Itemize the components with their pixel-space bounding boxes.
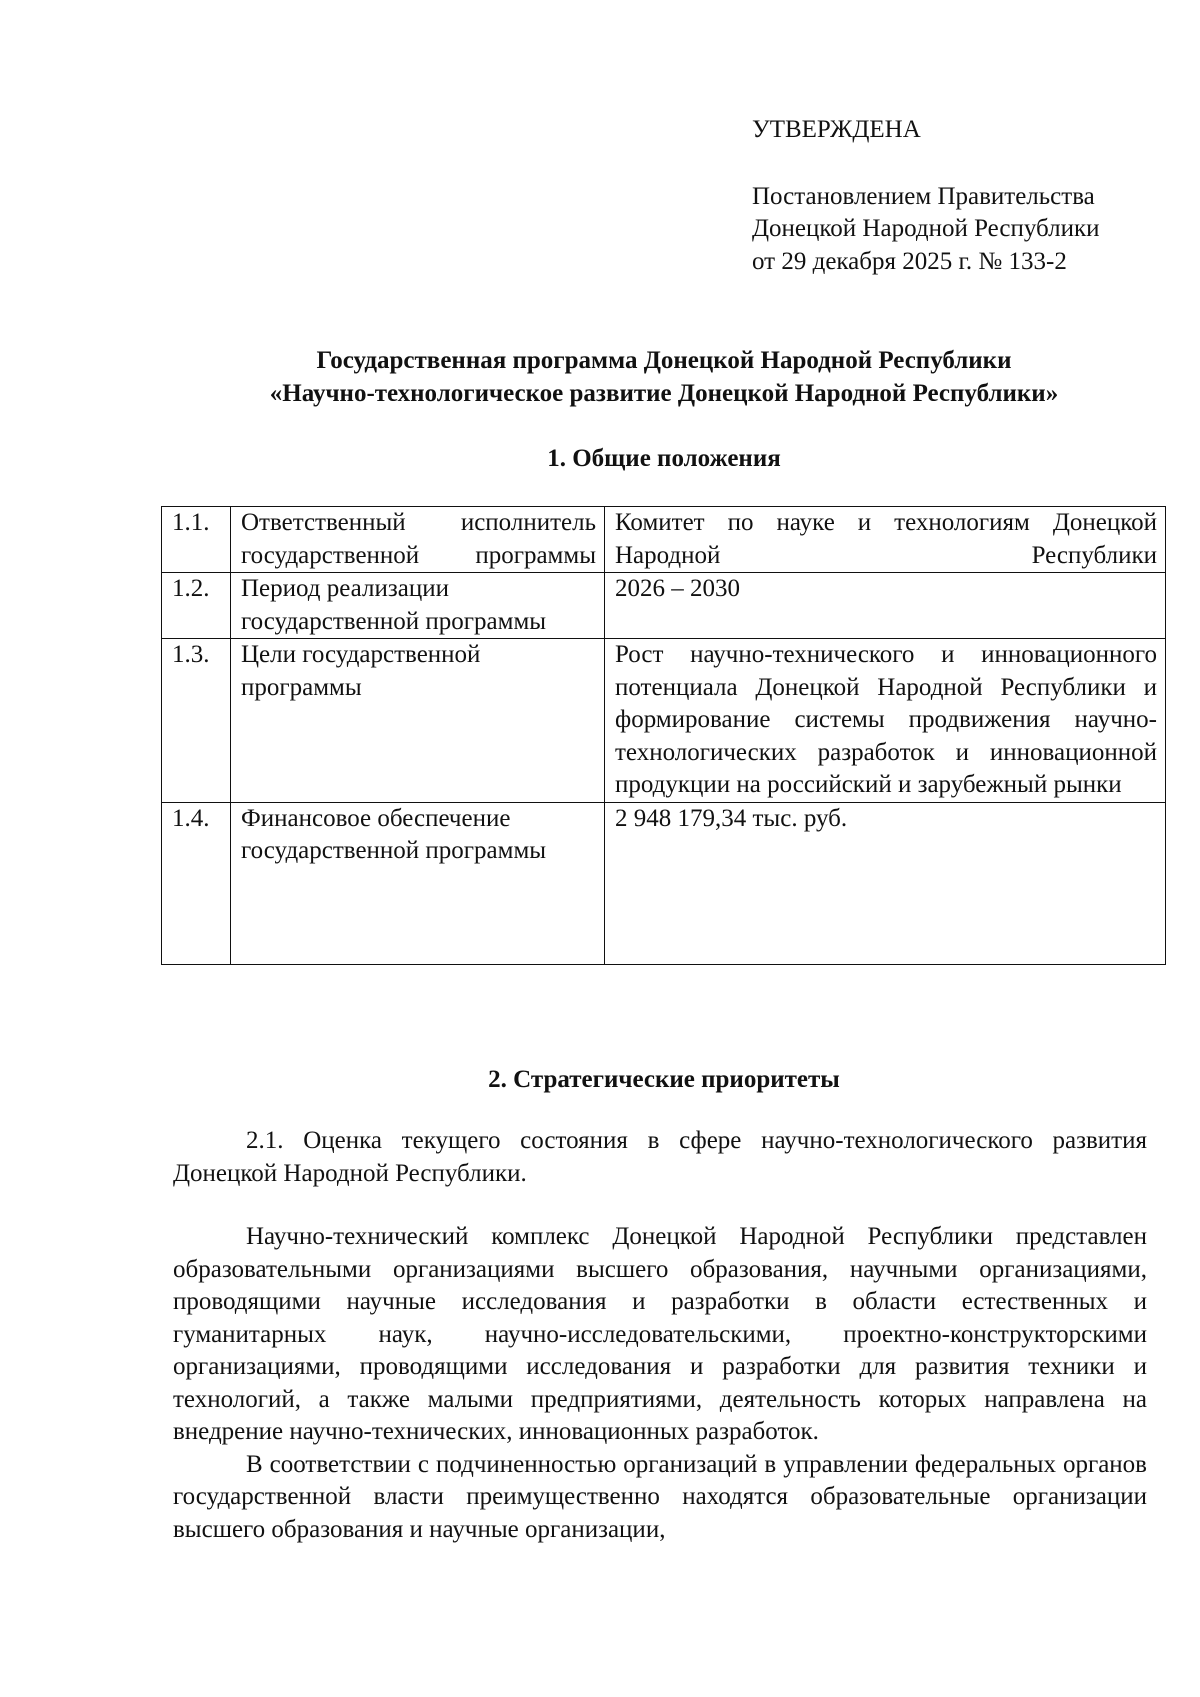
paragraph-text: Научно-технический комплекс Донецкой Народной Республики представлен образовательными организациями высшего образования, научными организациями, проводящими научные исследования и разработки в области естественных и гуманитарных наук, научно-исследовательскими, проектно-конструкторскими организациями, проводящими исследования и разработки для развития техники и технологий, а также малыми предприятиями, деятельность которых направлена на внедрение научно-технических, инновационных разработок. [173, 1223, 1147, 1445]
program-passport-table [161, 506, 1166, 965]
row-value: 2 948 179,34 тыс. руб. [605, 802, 1166, 964]
document-title-line-1: Государственная программа Донецкой Народной Республики [316, 347, 1012, 374]
document-title [160, 345, 1168, 410]
section-2-heading: 2. Стратегические приоритеты [488, 1066, 840, 1093]
approval-heading: УТВЕРЖДЕНА [752, 116, 921, 143]
row-value: Рост научно-технического и инновационного потенциала Донецкой Народной Республики и формирование системы продвижения научно-технологических разработок и инновационной продукции на российский и зарубежный рынки [605, 639, 1166, 803]
paragraph-text: 2.1. Оценка текущего состояния в сфере научно-технологического развития Донецкой Народной Республики. [173, 1127, 1147, 1187]
row-number: 1.4. [162, 802, 231, 964]
section-1-heading: 1. Общие положения [547, 445, 781, 472]
row-value: Комитет по науке и технологиям Донецкой Народной Республики [605, 507, 1166, 573]
row-number: 1.2. [162, 573, 231, 639]
approval-block [752, 114, 1172, 278]
row-number: 1.1. [162, 507, 231, 573]
row-label: Период реализации государственной программы [231, 573, 605, 639]
approval-line-3: от 29 декабря 2025 г. № 133-2 [752, 247, 1067, 275]
row-label: Ответственный исполнитель государственной программы [231, 507, 605, 573]
row-label: Финансовое обеспечение государственной программы [231, 802, 605, 964]
document-title-line-2: «Научно-технологическое развитие Донецкой Народной Республики» [269, 379, 1059, 407]
row-number: 1.3. [162, 639, 231, 803]
table-row [162, 802, 1166, 964]
table-row [162, 639, 1166, 803]
row-label: Цели государственной программы [231, 639, 605, 803]
table-row [162, 573, 1166, 639]
approval-line-2: Донецкой Народной Республики [752, 215, 1100, 242]
paragraph-body [173, 1221, 1147, 1546]
approval-line-1: Постановлением Правительства [752, 182, 1095, 210]
paragraph-text: В соответствии с подчиненностью организаций в управлении федеральных органов государственной власти преимущественно находятся образовательные организации высшего образования и научные организации, [173, 1450, 1147, 1543]
paragraph-2-1 [173, 1125, 1147, 1190]
row-value: 2026 – 2030 [605, 573, 1166, 639]
table-row [162, 507, 1166, 573]
